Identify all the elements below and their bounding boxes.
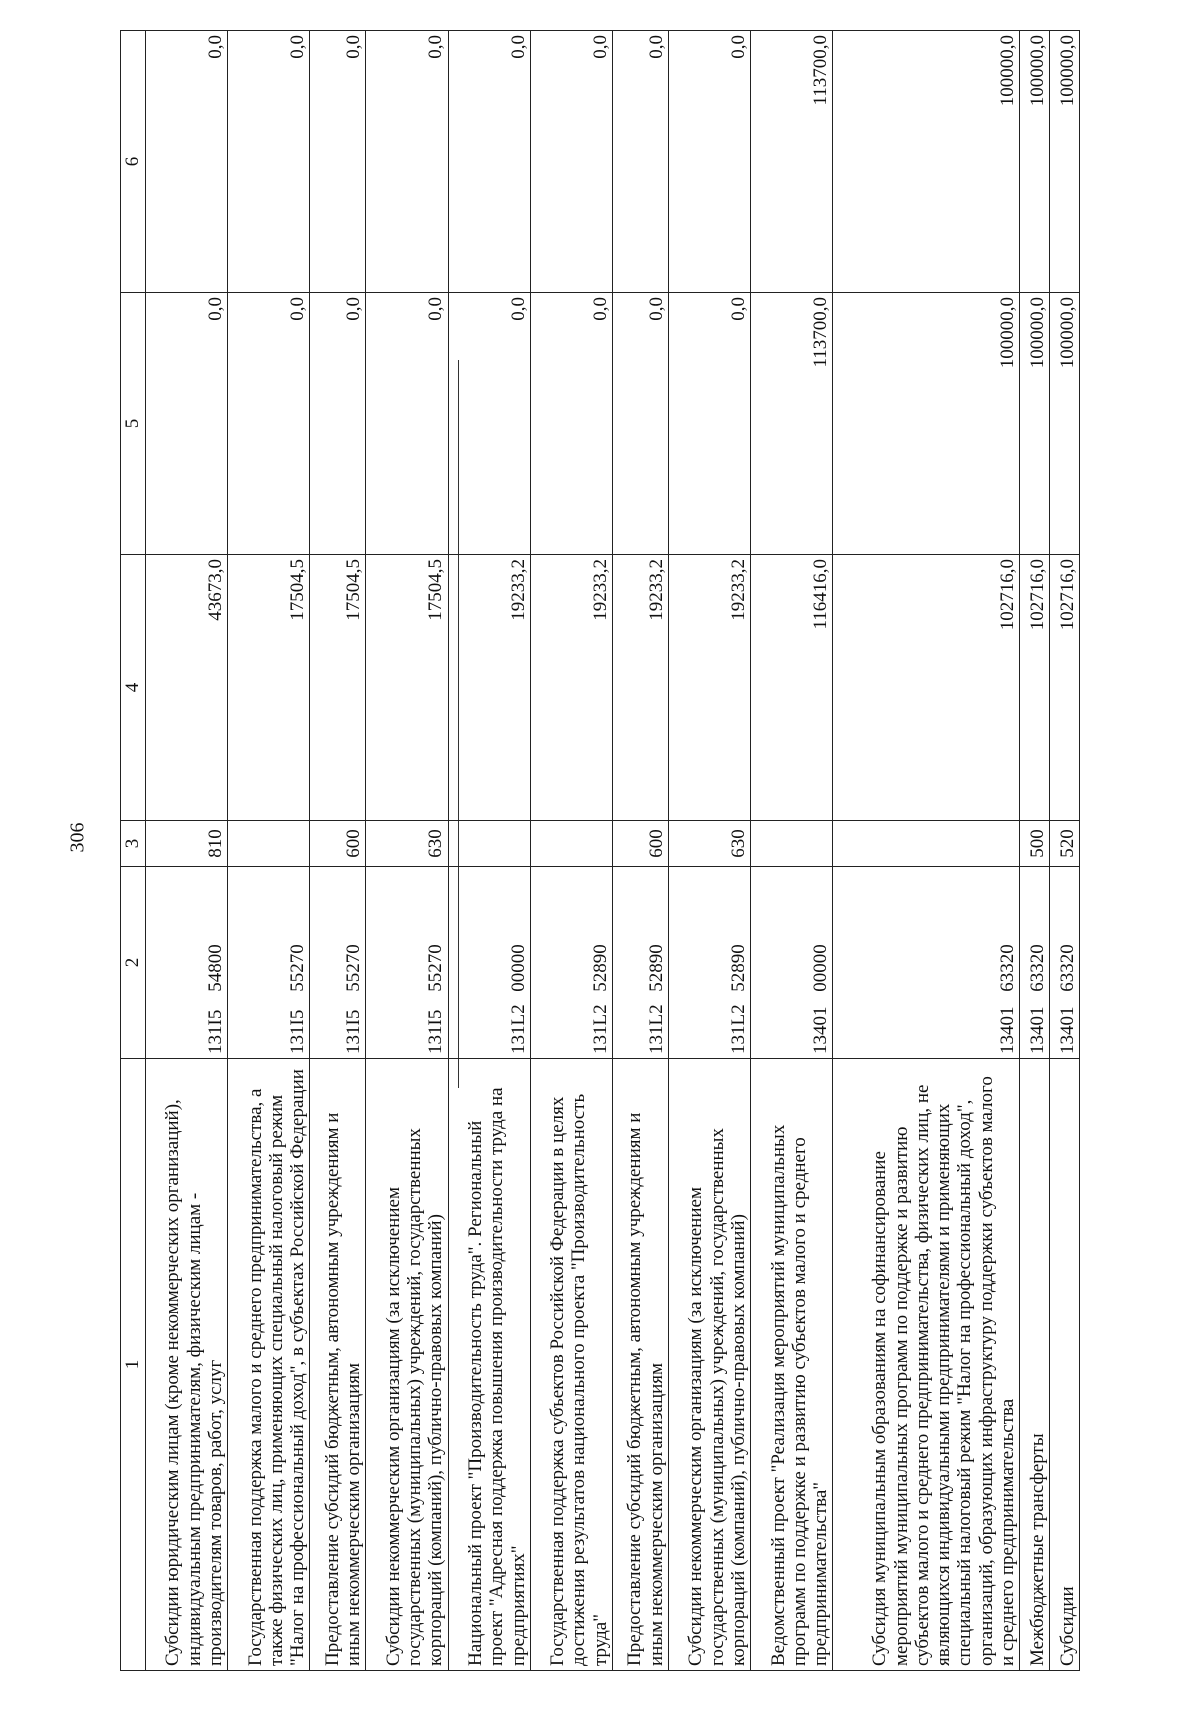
row-name: Субсидия муниципальным образованиям на софинансирование мероприятий муниципальных программ по поддержке и развитию субъектов малого и среднего предпринимательства, физических лиц, не являющихся индивидуальными предпринимателями и применяющих специальный налоговый режим "Налог на профессиональный доход", организаций, образующих инфраструктуру поддержки субъектов малого и среднего предпринимательства <box>833 1059 1020 1671</box>
header-col-2: 2 <box>121 867 146 1059</box>
row-name: Государственная поддержка субъектов Российской Федерации в целях достижения результатов национального проекта "Производительность труда" <box>530 1059 612 1671</box>
table-row <box>751 31 833 1671</box>
row-amount-col6: 100000,0 <box>833 31 1020 293</box>
row-amount-col4: 102716,0 <box>1050 555 1080 821</box>
row-code-direction: 63320 <box>996 944 1018 992</box>
row-expense-type <box>530 821 612 867</box>
row-code <box>228 867 310 1059</box>
row-name: Субсидии некоммерческим организациям (за исключением государственных (муниципальных) учреждений, государственных корпораций (компаний), публично-правовых компаний) <box>668 1059 750 1671</box>
budget-table <box>120 30 1080 1671</box>
row-code-program: 131L2 <box>507 1004 529 1054</box>
row-amount-col4: 43673,0 <box>146 555 228 821</box>
row-code-direction: 63320 <box>1056 944 1078 992</box>
row-amount-col6: 0,0 <box>146 31 228 293</box>
row-name: Субсидии юридическим лицам (кроме некоммерческих организаций), индивидуальным предпринимателям, физическим лицам - производителям товаров, работ, услуг <box>146 1059 228 1671</box>
row-code <box>366 867 448 1059</box>
table-row <box>448 31 530 1671</box>
row-code <box>612 867 668 1059</box>
row-name: Субсидии <box>1050 1059 1080 1671</box>
row-amount-col4: 102716,0 <box>1020 555 1050 821</box>
table-row <box>146 31 228 1671</box>
header-col-6: 6 <box>121 31 146 293</box>
row-amount-col5: 0,0 <box>668 293 750 555</box>
header-col-4: 4 <box>121 555 146 821</box>
row-amount-col6: 0,0 <box>668 31 750 293</box>
row-code-direction: 63320 <box>1026 944 1048 992</box>
row-code-program: 13401 <box>810 1006 832 1054</box>
row-amount-col4: 19233,2 <box>530 555 612 821</box>
row-code-program: 13401 <box>1026 1006 1048 1054</box>
row-amount-col6: 0,0 <box>310 31 366 293</box>
row-code-program: 13401 <box>1056 1006 1078 1054</box>
row-code-direction: 52890 <box>645 944 667 992</box>
row-name: Государственная поддержка малого и среднего предпринимательства, а также физических лиц, применяющих специальный налоговый режим "Налог на профессиональный доход", в субъектах Российской Федерации <box>228 1059 310 1671</box>
row-code-direction: 54800 <box>204 944 226 992</box>
row-expense-type: 600 <box>612 821 668 867</box>
row-name: Национальный проект "Производительность труда". Региональный проект "Адресная поддержка повышения производительности труда на предприятиях" <box>448 1059 530 1671</box>
row-code-direction: 55270 <box>343 944 365 992</box>
row-name: Ведомственный проект "Реализация мероприятий муниципальных программ по поддержке и развитию субъектов малого и среднего предпринимательства" <box>751 1059 833 1671</box>
row-amount-col6: 113700,0 <box>751 31 833 293</box>
table-row <box>530 31 612 1671</box>
budget-table-rotated <box>120 31 1080 1671</box>
row-code-direction: 52890 <box>589 944 611 992</box>
row-amount-col6: 0,0 <box>228 31 310 293</box>
row-amount-col5: 0,0 <box>146 293 228 555</box>
row-name: Предоставление субсидий бюджетным, автономным учреждениям и иным некоммерческим организациям <box>310 1059 366 1671</box>
row-amount-col6: 100000,0 <box>1020 31 1050 293</box>
table-row <box>668 31 750 1671</box>
row-name: Межбюджетные трансферты <box>1020 1059 1050 1671</box>
row-amount-col5: 0,0 <box>530 293 612 555</box>
row-amount-col6: 0,0 <box>530 31 612 293</box>
row-code-program: 131I5 <box>204 1009 226 1054</box>
row-code <box>310 867 366 1059</box>
row-code-direction: 55270 <box>287 944 309 992</box>
row-code <box>1050 867 1080 1059</box>
row-code <box>448 867 530 1059</box>
row-code-program: 131L2 <box>727 1004 749 1054</box>
row-code <box>668 867 750 1059</box>
row-amount-col4: 19233,2 <box>612 555 668 821</box>
row-amount-col5: 100000,0 <box>1050 293 1080 555</box>
table-row <box>612 31 668 1671</box>
row-amount-col5: 100000,0 <box>833 293 1020 555</box>
header-col-5: 5 <box>121 293 146 555</box>
row-amount-col5: 0,0 <box>310 293 366 555</box>
row-amount-col5: 0,0 <box>612 293 668 555</box>
row-expense-type: 630 <box>366 821 448 867</box>
row-amount-col6: 0,0 <box>448 31 530 293</box>
row-name: Предоставление субсидий бюджетным, автономным учреждениям и иным некоммерческим организациям <box>612 1059 668 1671</box>
row-amount-col5: 0,0 <box>228 293 310 555</box>
row-name: Субсидии некоммерческим организациям (за исключением государственных (муниципальных) учреждений, государственных корпораций (компаний), публично-правовых компаний) <box>366 1059 448 1671</box>
row-code <box>1020 867 1050 1059</box>
row-code-direction: 52890 <box>727 944 749 992</box>
row-amount-col5: 113700,0 <box>751 293 833 555</box>
row-code <box>530 867 612 1059</box>
row-amount-col5: 100000,0 <box>1020 293 1050 555</box>
row-code-program: 131I5 <box>425 1009 447 1054</box>
row-expense-type <box>448 821 530 867</box>
row-amount-col4: 102716,0 <box>833 555 1020 821</box>
row-code-program: 131I5 <box>343 1009 365 1054</box>
row-code-program: 13401 <box>996 1006 1018 1054</box>
row-code-direction: 55270 <box>425 944 447 992</box>
row-amount-col4: 116416,0 <box>751 555 833 821</box>
row-code <box>751 867 833 1059</box>
row-amount-col4: 17504,5 <box>310 555 366 821</box>
row-expense-type: 630 <box>668 821 750 867</box>
row-amount-col6: 0,0 <box>612 31 668 293</box>
row-expense-type <box>833 821 1020 867</box>
row-code-direction: 00000 <box>810 944 832 992</box>
header-row <box>121 31 146 1671</box>
row-amount-col4: 19233,2 <box>448 555 530 821</box>
row-expense-type <box>751 821 833 867</box>
table-row <box>1020 31 1050 1671</box>
table-row <box>366 31 448 1671</box>
row-amount-col6: 0,0 <box>366 31 448 293</box>
row-amount-col5: 0,0 <box>366 293 448 555</box>
row-amount-col4: 17504,5 <box>228 555 310 821</box>
table-row <box>833 31 1020 1671</box>
table-row <box>228 31 310 1671</box>
row-amount-col4: 19233,2 <box>668 555 750 821</box>
row-expense-type: 810 <box>146 821 228 867</box>
header-col-1: 1 <box>121 1059 146 1671</box>
row-code <box>146 867 228 1059</box>
row-expense-type <box>228 821 310 867</box>
row-code-program: 131I5 <box>287 1009 309 1054</box>
table-row <box>310 31 366 1671</box>
row-code <box>833 867 1020 1059</box>
page-number: 306 <box>66 822 89 853</box>
row-amount-col5: 0,0 <box>448 293 530 555</box>
row-expense-type: 520 <box>1050 821 1080 867</box>
row-expense-type: 500 <box>1020 821 1050 867</box>
table-row <box>1050 31 1080 1671</box>
row-code-direction: 00000 <box>507 944 529 992</box>
row-code-program: 131L2 <box>645 1004 667 1054</box>
row-code-program: 131L2 <box>589 1004 611 1054</box>
row-amount-col6: 100000,0 <box>1050 31 1080 293</box>
header-col-3: 3 <box>121 821 146 867</box>
row-expense-type: 600 <box>310 821 366 867</box>
row-amount-col4: 17504,5 <box>366 555 448 821</box>
